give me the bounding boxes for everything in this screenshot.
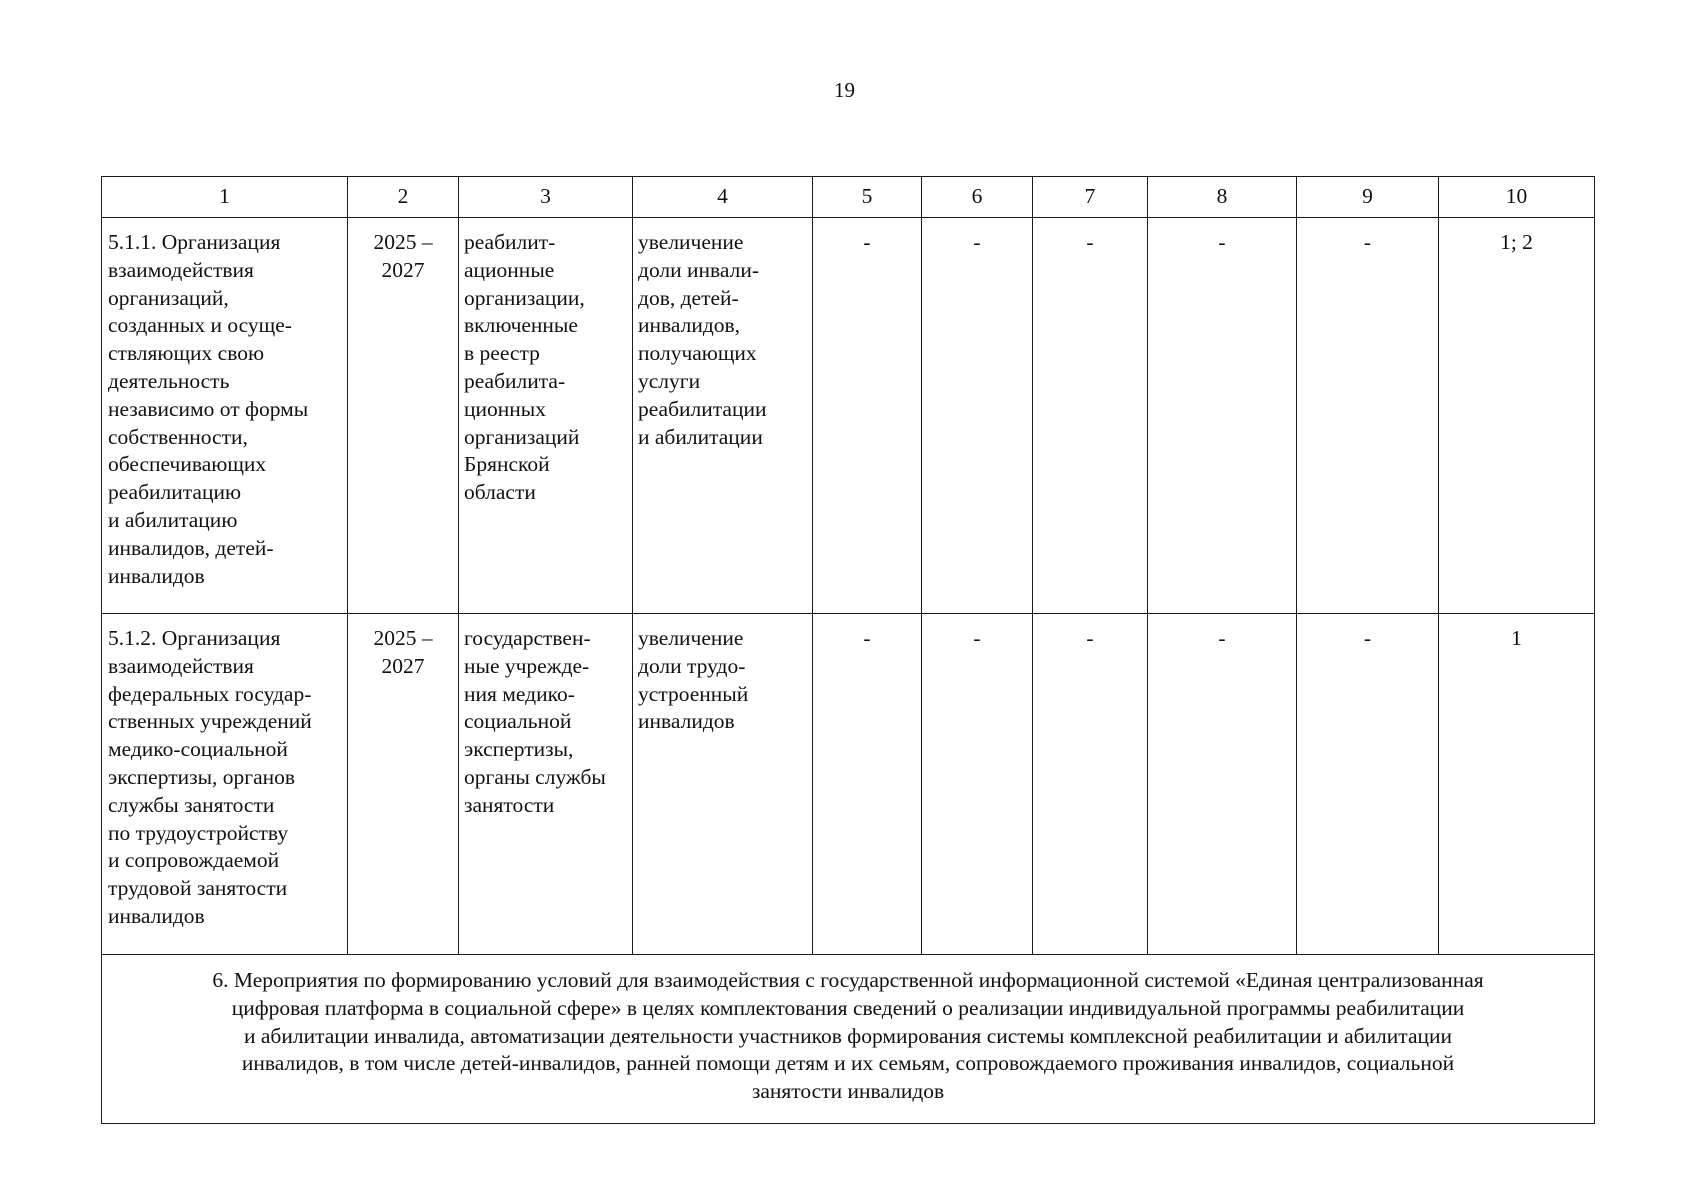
measure-name-line: взаимодействия	[108, 653, 254, 678]
result-line: устроенный	[638, 681, 749, 706]
result-line: инвалидов	[638, 709, 735, 734]
measure-name-line: экспертизы, органов	[108, 764, 296, 789]
page-number: 19	[834, 78, 855, 102]
measure-name-line: трудовой занятости	[108, 876, 288, 901]
period-cell	[348, 614, 459, 955]
col8-cell: -	[1148, 614, 1297, 955]
column-header-9: 9	[1297, 177, 1439, 218]
column-number-row	[102, 177, 1595, 218]
measure-name-line: инвалидов, детей-	[108, 535, 274, 560]
executor-line: социальной	[464, 709, 572, 734]
table-row	[102, 218, 1595, 614]
executor-line: организации,	[464, 285, 585, 310]
column-header-4: 4	[633, 177, 813, 218]
period-cell	[348, 218, 459, 614]
executor-line: в реестр	[464, 341, 540, 366]
column-header-8: 8	[1148, 177, 1297, 218]
col10-cell: 1; 2	[1439, 218, 1595, 614]
col8-cell: -	[1148, 218, 1297, 614]
executor-line: ные учрежде-	[464, 653, 590, 678]
measure-name-line: ствляющих свою	[108, 341, 265, 366]
executor-cell	[459, 614, 633, 955]
measure-name-line: и абилитацию	[108, 507, 238, 532]
executor-line: реабилита-	[464, 368, 566, 393]
period-line: 2025 –	[373, 230, 433, 254]
measure-name-line: инвалидов	[108, 563, 205, 588]
measure-name-line: взаимодействия	[108, 257, 254, 282]
section-heading-line: и абилитации инвалида, автоматизации деятельности участников формирования системы комплексной реабилитации и абилитации	[243, 1023, 1453, 1048]
measure-name-line: независимо от формы	[108, 396, 309, 421]
section-heading-line: инвалидов, в том числе детей-инвалидов, ранней помощи детям и их семьям, сопровождаемого проживания инвалидов, социальной	[241, 1051, 1455, 1076]
executor-line: ния медико-	[464, 681, 575, 706]
executor-line: реабилит-	[464, 230, 556, 254]
col7-cell: -	[1033, 218, 1148, 614]
period-line: 2025 –	[373, 626, 433, 650]
measure-name-line: ственных учреждений	[108, 709, 312, 734]
executor-line: включенные	[464, 313, 578, 338]
result-line: услуги	[638, 368, 701, 393]
measure-name-line: 5.1.2. Организация	[108, 626, 281, 650]
measure-name-line: собственности,	[108, 424, 248, 449]
result-cell	[633, 218, 813, 614]
measure-name-line: федеральных государ-	[108, 681, 312, 706]
period-line: 2027	[381, 653, 425, 678]
column-header-5: 5	[813, 177, 922, 218]
measure-name-cell	[102, 218, 348, 614]
period-line: 2027	[381, 257, 425, 282]
col6-cell: -	[922, 614, 1033, 955]
executor-line: ационные	[464, 257, 555, 282]
result-line: доли трудо-	[638, 653, 746, 678]
section-heading-line: 6. Мероприятия по формированию условий для взаимодействия с государственной информационной системой «Единая централизованная	[212, 968, 1484, 992]
executor-line: Брянской	[464, 452, 550, 477]
column-header-3: 3	[459, 177, 633, 218]
measure-name-line: созданных и осуще-	[108, 313, 292, 338]
executor-line: организаций	[464, 424, 580, 449]
col9-cell: -	[1297, 218, 1439, 614]
column-header-1: 1	[102, 177, 348, 218]
measure-name-line: и сопровождаемой	[108, 848, 280, 873]
result-line: инвалидов,	[638, 313, 741, 338]
result-line: реабилитации	[638, 396, 767, 421]
executor-line: экспертизы,	[464, 737, 574, 762]
executor-line: ционных	[464, 396, 546, 421]
column-header-10: 10	[1439, 177, 1595, 218]
measure-name-line: инвалидов	[108, 903, 205, 928]
section-heading-line: занятости инвалидов	[751, 1079, 945, 1104]
measure-name-line: по трудоустройству	[108, 820, 289, 845]
col10-cell: 1	[1439, 614, 1595, 955]
column-header-6: 6	[922, 177, 1033, 218]
col7-cell: -	[1033, 614, 1148, 955]
col5-cell: -	[813, 218, 922, 614]
measure-name-line: деятельность	[108, 368, 230, 393]
measure-name-line: реабилитацию	[108, 480, 242, 505]
col5-cell: -	[813, 614, 922, 955]
section-heading-line: цифровая платформа в социальной сфере» в целях комплектования сведений о реализации индивидуальной программы реабилитации	[231, 995, 1465, 1020]
measures-table	[101, 176, 1595, 1124]
section-heading	[102, 955, 1595, 1124]
result-line: и абилитации	[638, 424, 763, 449]
executor-line: области	[464, 480, 536, 505]
result-line: дов, детей-	[638, 285, 739, 310]
result-cell	[633, 614, 813, 955]
measure-name-line: организаций,	[108, 285, 229, 310]
measure-name-line: медико-социальной	[108, 737, 288, 762]
result-line: увеличение	[638, 626, 744, 650]
executor-cell	[459, 218, 633, 614]
table-row	[102, 614, 1595, 955]
col9-cell: -	[1297, 614, 1439, 955]
section-heading-row	[102, 955, 1595, 1124]
executor-line: занятости	[464, 792, 555, 817]
col6-cell: -	[922, 218, 1033, 614]
column-header-7: 7	[1033, 177, 1148, 218]
measure-name-line: службы занятости	[108, 792, 275, 817]
result-line: получающих	[638, 341, 757, 366]
measure-name-cell	[102, 614, 348, 955]
measure-name-line: 5.1.1. Организация	[108, 230, 281, 254]
column-header-2: 2	[348, 177, 459, 218]
executor-line: органы службы	[464, 764, 606, 789]
result-line: увеличение	[638, 230, 744, 254]
result-line: доли инвали-	[638, 257, 760, 282]
executor-line: государствен-	[464, 626, 591, 650]
measure-name-line: обеспечивающих	[108, 452, 267, 477]
